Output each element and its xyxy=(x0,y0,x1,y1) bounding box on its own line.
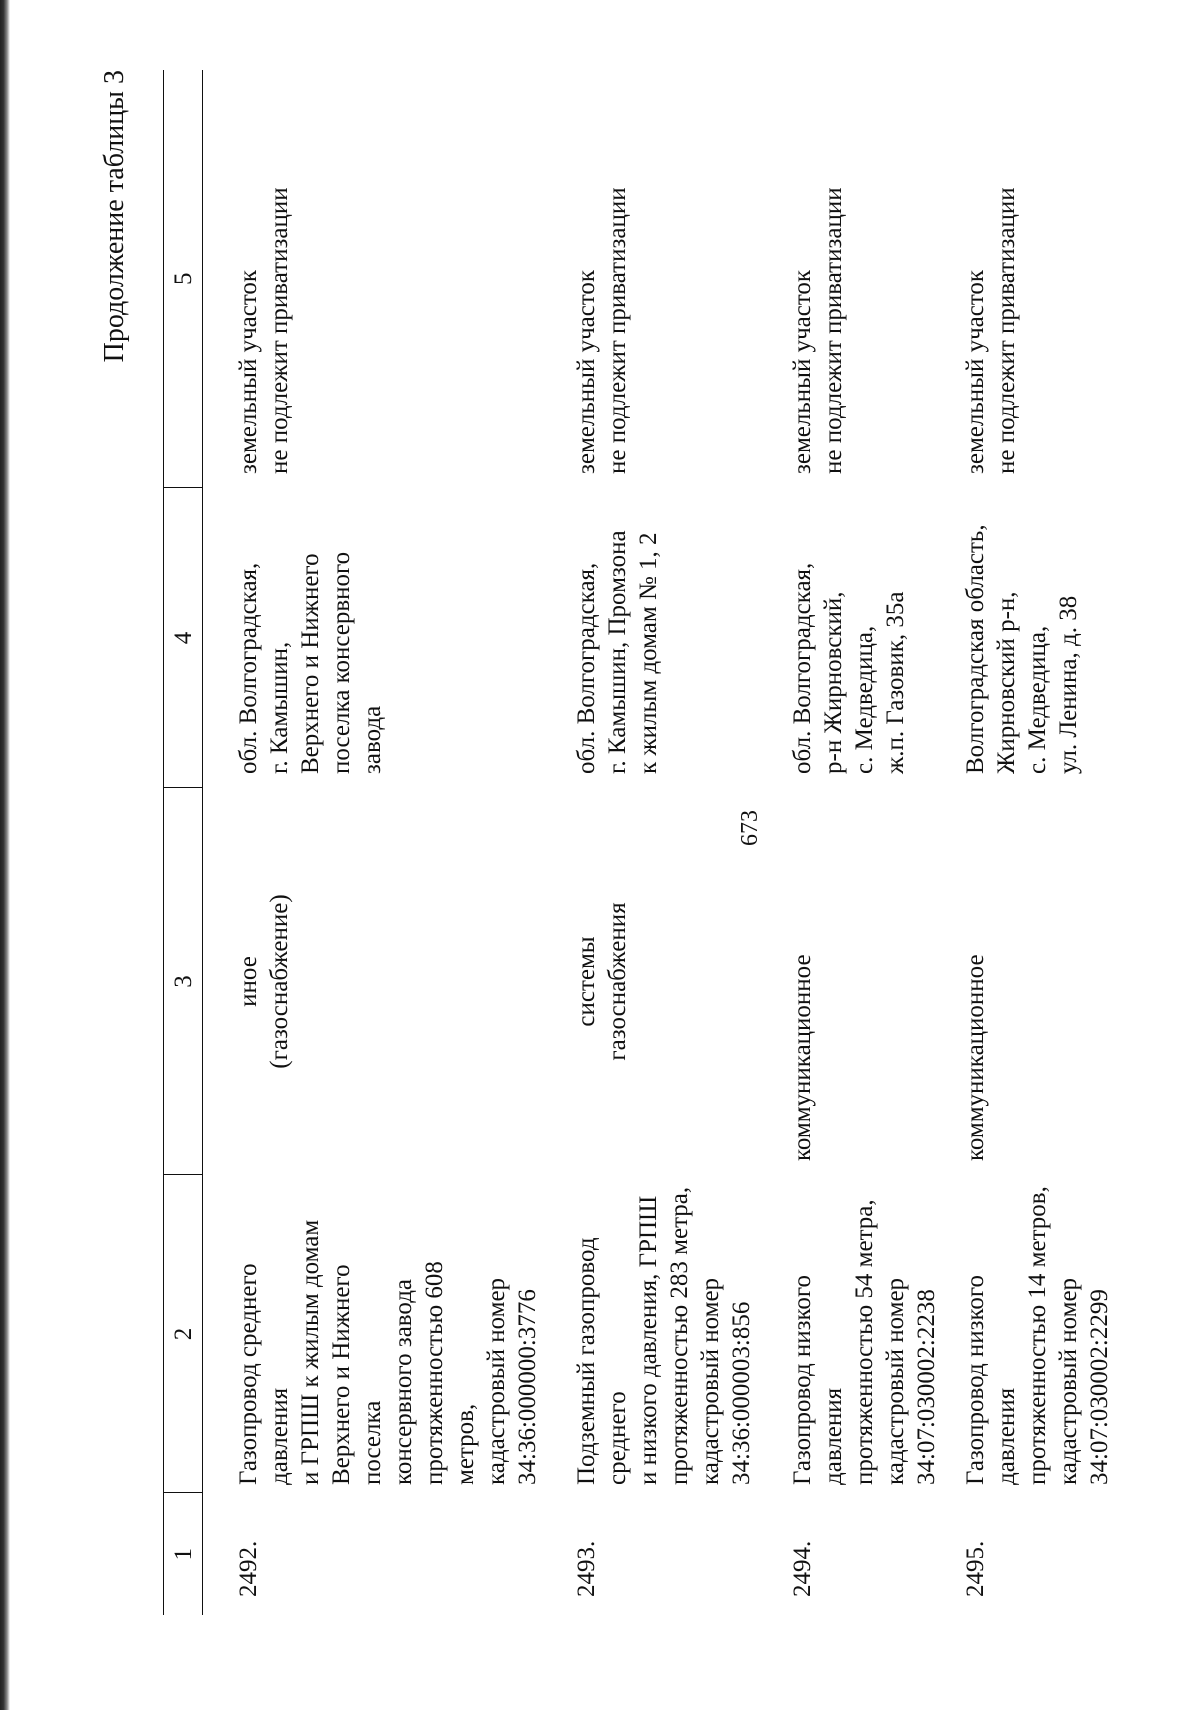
table-row xyxy=(757,70,942,1615)
object-note: земельный участок не подлежит приватизации xyxy=(789,187,847,474)
column-header-4: 4 xyxy=(164,488,203,788)
object-address: обл. Волгоградская, р-н Жирновский, с. Медведица, ж.п. Газовик, 35а xyxy=(789,562,909,774)
object-type: коммуникационное xyxy=(962,954,989,1161)
table-row xyxy=(942,70,1115,1615)
object-name: Газопровод среднего давления и ГРПШ к жилым домам Верхнего и Нижнего поселка консервного завода протяженностью 608 метров, кадастровый номер 34:36:000000:3776 xyxy=(235,1219,541,1485)
column-header-5: 5 xyxy=(164,70,203,488)
object-type: иное (газоснабжение) xyxy=(235,894,293,1069)
object-name: Газопровод низкого давления протяженностью 54 метра, кадастровый номер 34:07:030002:2238 xyxy=(789,1199,940,1485)
table-row xyxy=(203,70,544,1615)
row-number: 2494. xyxy=(789,1540,816,1597)
rotated-content xyxy=(95,70,1113,1615)
object-type: системы газоснабжения xyxy=(573,902,631,1061)
object-address: Волгоградская область, Жирновский р-н, с. Медведица, ул. Ленина, д. 38 xyxy=(962,524,1082,774)
object-type: коммуникационное xyxy=(789,954,816,1161)
object-address: обл. Волгоградская, г. Камышин, Промзона к жилым домам № 1, 2 xyxy=(573,530,662,774)
object-note: земельный участок не подлежит приватизации xyxy=(573,187,631,474)
column-header-3: 3 xyxy=(164,788,203,1175)
table-header-row xyxy=(164,70,203,1615)
object-note: земельный участок не подлежит приватизации xyxy=(235,187,293,474)
page-number: 673 xyxy=(737,810,763,846)
object-note: земельный участок не подлежит приватизации xyxy=(962,187,1020,474)
property-table xyxy=(163,70,1115,1615)
row-number: 2495. xyxy=(962,1540,989,1597)
table-row xyxy=(543,70,757,1615)
object-address: обл. Волгоградская, г. Камышин, Верхнего и Нижнего поселка консервного завода xyxy=(235,551,386,774)
row-number: 2493. xyxy=(573,1540,600,1597)
scan-left-edge-shadow xyxy=(0,0,10,1710)
object-name: Подземный газопровод среднего и низкого давления, ГРПШ протяженностью 283 метра, кадастровый номер 34:36:000003:856 xyxy=(573,1186,755,1485)
table-continuation-label: Продолжение таблицы 3 xyxy=(99,70,130,363)
row-number: 2492. xyxy=(235,1540,262,1597)
object-name: Газопровод низкого давления протяженностью 14 метров, кадастровый номер 34:07:030002:2299 xyxy=(962,1186,1113,1485)
column-header-2: 2 xyxy=(164,1175,203,1493)
column-header-1: 1 xyxy=(164,1493,203,1615)
